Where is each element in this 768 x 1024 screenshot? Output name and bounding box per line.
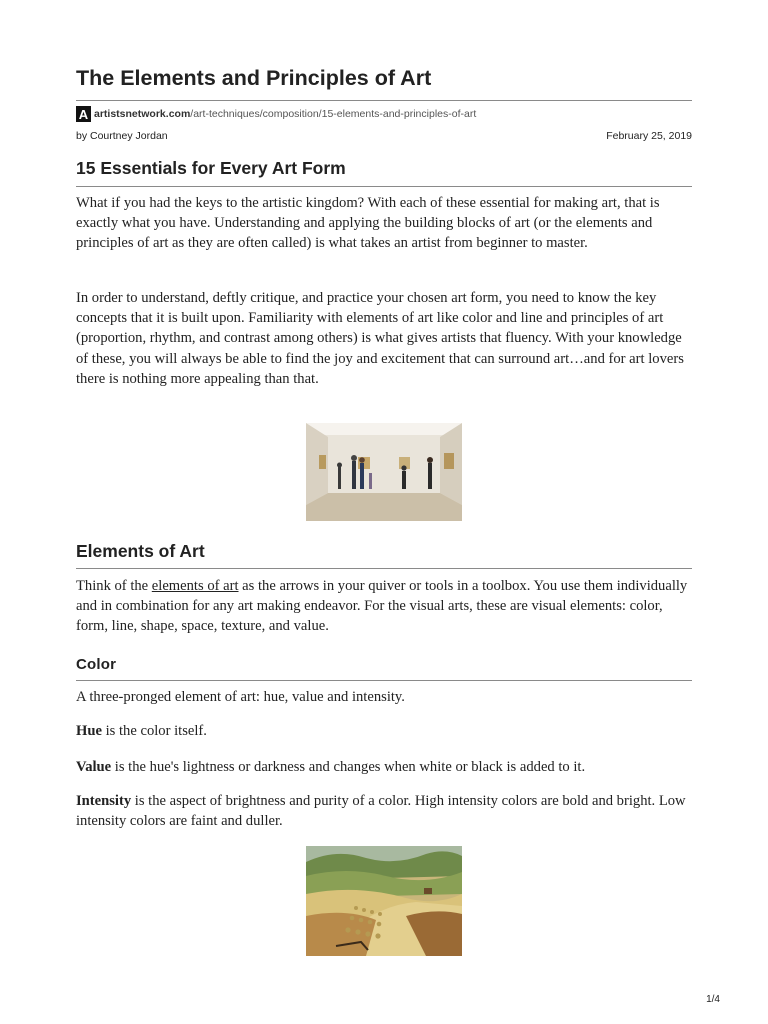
byline xyxy=(76,130,692,142)
subheading-color: Color xyxy=(76,656,117,673)
source-domain: artistsnetwork.com xyxy=(94,108,191,120)
site-logo-icon: A xyxy=(76,106,91,122)
divider xyxy=(76,680,692,681)
publish-date: February 25, 2019 xyxy=(606,130,692,142)
elements-of-art-link[interactable]: elements of art xyxy=(151,578,239,594)
author: by Courtney Jordan xyxy=(76,130,168,142)
source-path: /art-techniques/composition/15-elements-and-principles-of-art xyxy=(190,108,477,120)
source-line xyxy=(76,106,476,122)
source-link[interactable] xyxy=(94,108,476,120)
page-number: 1/4 xyxy=(706,994,720,1005)
paragraph-elements: Think of the elements of art as the arrows in your quiver or tools in a toolbox. You use them individually and in combination for any art making endeavor. For the visual arts, these are visual elements: color, form, line, shape, space, texture, and value. xyxy=(76,578,688,635)
gallery-photo xyxy=(306,423,462,521)
divider xyxy=(76,186,692,187)
divider xyxy=(76,100,692,101)
paragraph-understand: In order to understand, deftly critique, and practice your chosen art form, you need to know the key concepts that it is built upon. Familiarity with elements of art like color and line and principles of art (proportion, rhythm, and contrast among others) is what gives artists that fluency. With your knowledge of these, you will always be able to find the joy and excitement that can surround art…and for art lovers there is nothing more appealing than that. xyxy=(76,290,684,387)
divider xyxy=(76,568,692,569)
paragraph-color-intro: A three-pronged element of art: hue, value and intensity. xyxy=(76,689,405,705)
paragraph-intro: What if you had the keys to the artistic kingdom? With each of these essential for making art, that is exactly what you have. Understanding and applying the building blocks of art (or the elements and principles of art as they are often called) is what takes an artist from beginner to master. xyxy=(76,195,660,252)
page-title: The Elements and Principles of Art xyxy=(76,66,432,90)
paragraph-intensity: Intensity is the aspect of brightness and purity of a color. High intensity colors are bold and bright. Low intensity colors are faint and duller. xyxy=(76,793,686,830)
paragraph-hue: Hue is the color itself. xyxy=(76,723,207,739)
section-heading-elements: Elements of Art xyxy=(76,541,205,561)
landscape-painting xyxy=(306,846,462,956)
section-heading-essentials: 15 Essentials for Every Art Form xyxy=(76,158,346,178)
paragraph-value: Value is the hue's lightness or darkness and changes when white or black is added to it. xyxy=(76,759,586,775)
